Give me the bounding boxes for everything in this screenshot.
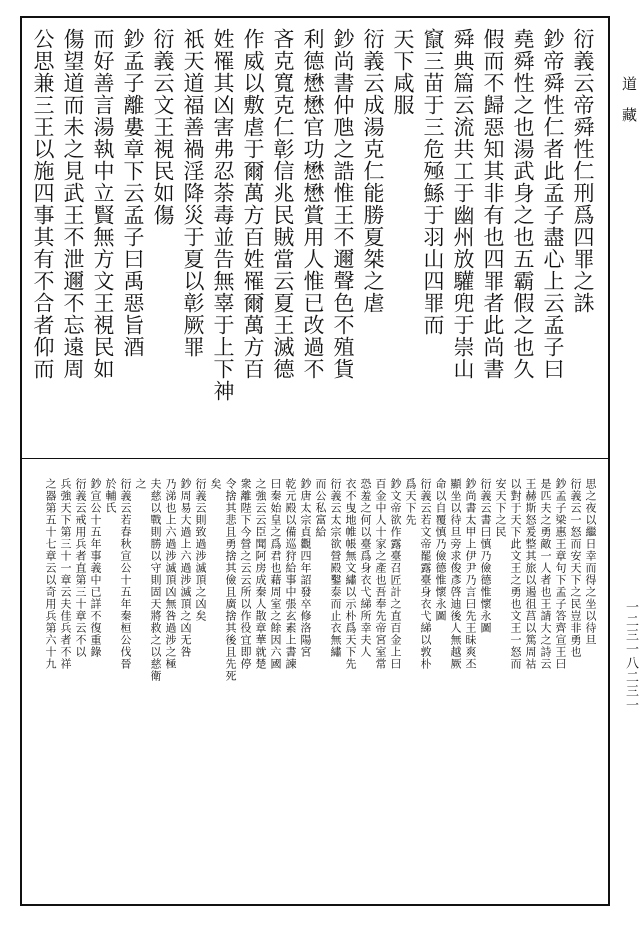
text-column: 鈔文帝欲作露臺召匠計之直百金上曰: [389, 478, 402, 670]
text-column: 衣不曳地帷帳無文繡以示朴爲天下先: [344, 478, 357, 670]
text-column: 衆離陛下今營之云云所以作役宜即停: [239, 478, 252, 670]
text-column: 恐羞之何以臺爲身衣弋綈所幸夫人: [359, 478, 372, 658]
text-column: 天下咸服: [391, 28, 415, 116]
text-column: 堯舜性之也湯武身之也五霸假之也久: [511, 28, 535, 380]
text-column: 衍義云一怒而安天下之民豈非勇也: [569, 478, 582, 658]
text-column: 之: [134, 478, 147, 490]
text-column: 假而不歸惡知其非有也四罪者此尚書: [481, 28, 505, 380]
upper-panel: [28, 28, 598, 446]
text-column: 是匹夫之勇敵一人者也王請大之詩云: [539, 478, 552, 670]
text-column: 於輔氏: [104, 478, 117, 514]
text-column: 乃涕也上六過涉滅頂凶無咎過涉之極: [164, 478, 177, 670]
text-column: 以對于天下此文王之勇也文王一怒而: [509, 478, 522, 670]
text-column: 竄三苗于三危殛鯀于羽山四罪而: [421, 28, 445, 336]
text-column: 鈔宣公十五年事義中已詳不復重錄: [89, 478, 102, 658]
text-column: 祇天道福善禍淫降災于夏以彰厥罪: [181, 28, 205, 358]
text-column: 鈔尚書太甲上伊尹乃言曰先王昧爽丕: [464, 478, 477, 670]
panel-divider: [20, 458, 610, 459]
text-column: 百金中人十家之產也吾奉先帝宮室常: [374, 478, 387, 670]
text-column: 之器第五十七章云以奇用兵第六十九: [44, 478, 57, 670]
text-column: 傷望道而未之見武王不泄邇不忘遠周: [61, 28, 85, 380]
text-column: 鈔孟子離婁章下云孟子曰禹惡旨酒: [121, 28, 145, 358]
text-column: 顯坐以待旦旁求俊彥啓迪後人無越厥: [449, 478, 462, 670]
text-column: 衍義云則致過涉滅頂之凶矣: [194, 478, 207, 622]
page-number: 一二三一八二三一: [623, 600, 638, 712]
text-column: 衍義云太宗欲營殿鑿泰而止衣無繡: [329, 478, 342, 658]
text-column: 鈔唐太宗貞觀四年詔發卒修洛陽宮: [299, 478, 312, 658]
text-column: 舜典篇云流共工于幽州放驩兜于崇山: [451, 28, 475, 380]
text-column: 利德懋懋官功懋懋賞用人惟已改過不: [301, 28, 325, 380]
text-column: 作威以敷虐于爾萬方百姓罹爾萬方百: [241, 28, 265, 380]
text-column: 衍義云帝舜性仁刑爲四罪之誅: [571, 28, 595, 314]
text-column: 安天下之民: [494, 478, 507, 538]
text-column: 矣: [209, 478, 222, 490]
text-column: 衍義云戒用兵者直第三十章云不以: [74, 478, 87, 658]
text-column: 曰秦始皇之爲君也藉周室之餘因六國: [269, 478, 282, 670]
collection-title: 道藏: [620, 76, 638, 138]
text-column: 而公私富給: [314, 478, 327, 538]
text-column: 衍義云文王視民如傷: [151, 28, 175, 226]
text-column: 公思兼三王以施四事其有不合者仰而: [31, 28, 55, 380]
text-column: 思之夜以繼日幸而得之坐以待旦: [584, 478, 597, 646]
text-column: 而好善言湯執中立賢無方文王視民如: [91, 28, 115, 380]
text-column: 鈔周易大過上六過涉滅頂之凶无咎: [179, 478, 192, 658]
lower-panel: [28, 478, 598, 896]
text-column: 夫慈以戰則勝以守則固天將救之以慈衛: [149, 478, 162, 682]
text-column: 乾元殿以備巡狩給事中張玄素上書諫: [284, 478, 297, 670]
text-column: 吝克寬克仁彰信兆民賊當云夏王滅德: [271, 28, 295, 380]
text-column: 之強云云臣聞阿房成秦人散章華就楚: [254, 478, 267, 670]
text-column: 兵強天下第三十一章云夫佳兵者不祥: [59, 478, 72, 670]
text-column: 鈔帝舜性仁者此孟子盡心上云孟子曰: [541, 28, 565, 380]
text-column: 命以自覆慎乃儉德惟懷永圖: [434, 478, 447, 622]
text-column: 衍義云若春秋宣公十五年秦桓公伐晉: [119, 478, 132, 670]
text-column: 令捨其悲且勇捨其儉且廣捨其後且先死: [224, 478, 237, 682]
text-column: 姓罹其凶害弗忍荼毒並告無辜于上下神: [211, 28, 235, 402]
text-column: 爲天下先: [404, 478, 417, 526]
text-column: 衍義云成湯克仁能勝夏桀之虐: [361, 28, 385, 314]
text-column: 衍義云書曰慎乃儉德惟懷永圖: [479, 478, 492, 634]
text-column: 王赫斯怒爰整其旅以遏徂莒以篤周祜: [524, 478, 537, 670]
text-column: 鈔尚書仲虺之誥惟王不邇聲色不殖貨: [331, 28, 355, 380]
text-column: 衍義云若文帝罷露臺身衣弋綈以敦朴: [419, 478, 432, 670]
text-column: 鈔孟子梁惠王章句下孟子答齊宣王曰: [554, 478, 567, 670]
